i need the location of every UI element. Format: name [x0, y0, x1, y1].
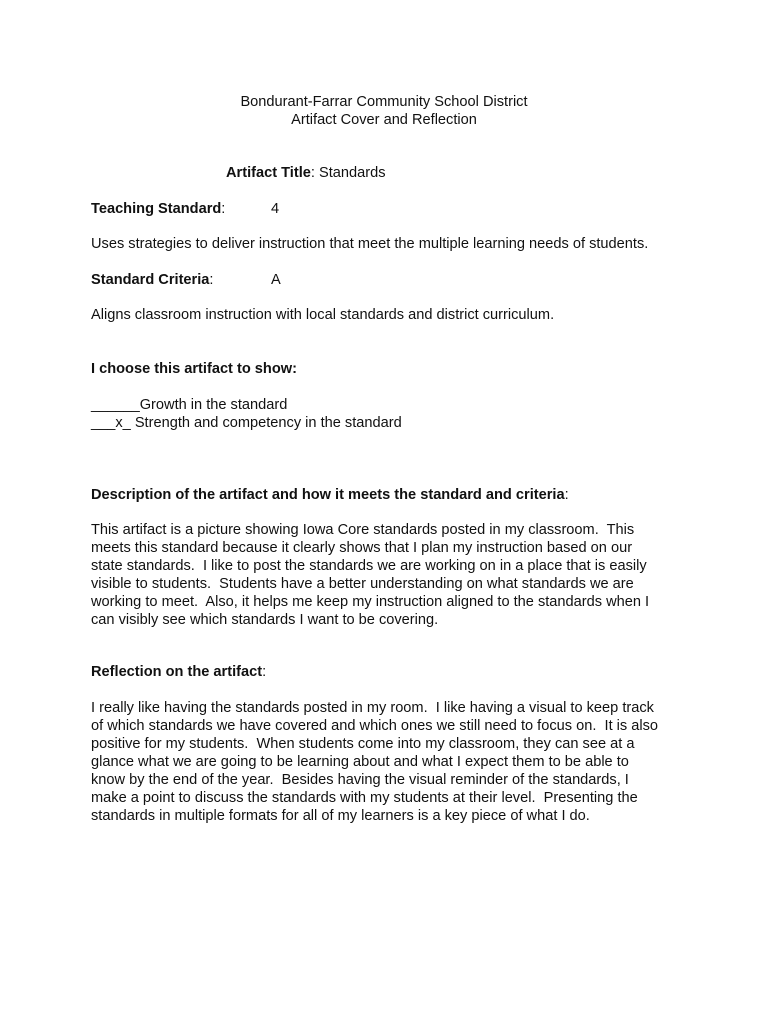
teaching-standard-description: Uses strategies to deliver instruction that meet the multiple learning needs of students. [91, 236, 649, 252]
reflection-line: make a point to discuss the standards with my students at their level. Presenting the [91, 790, 638, 806]
option-growth: ______Growth in the standard [91, 397, 288, 413]
reflection-line: know by the end of the year. Besides having the visual reminder of the standards, I [91, 772, 629, 788]
option-strength: ___x_ Strength and competency in the standard [91, 415, 402, 431]
teaching-standard-row [91, 200, 225, 218]
description-paragraph [91, 521, 691, 629]
description-line: This artifact is a picture showing Iowa Core standards posted in my classroom. This [91, 522, 635, 538]
choose-heading: I choose this artifact to show: [91, 361, 297, 377]
description-line: visible to students. Students have a better understanding on what standards we are [91, 576, 634, 592]
teaching-standard-label: Teaching Standard [91, 201, 222, 217]
description-line: can visibly see which standards I want to be covering. [91, 612, 439, 628]
standard-criteria-separator: : [209, 272, 214, 288]
standard-criteria-description: Aligns classroom instruction with local standards and district curriculum. [91, 307, 555, 323]
description-heading: Description of the artifact and how it meets the standard and criteria [91, 487, 565, 503]
reflection-heading-row [91, 663, 266, 681]
description-line: state standards. I like to post the standards we are working on in a place that is easily [91, 558, 647, 574]
reflection-line: of which standards we have covered and which ones we still need to focus on. It is also [91, 718, 659, 734]
teaching-standard-value: 4 [271, 201, 280, 217]
artifact-title-value: Standards [319, 165, 386, 181]
teaching-standard-separator: : [221, 201, 226, 217]
reflection-heading-separator: : [262, 664, 267, 680]
artifact-title-separator: : [310, 165, 319, 181]
description-heading-separator: : [564, 487, 569, 503]
reflection-line: standards in multiple formats for all of my learners is a key piece of what I do. [91, 808, 590, 824]
district-name: Bondurant-Farrar Community School District [240, 94, 528, 110]
reflection-heading: Reflection on the artifact [91, 664, 263, 680]
artifact-title-label: Artifact Title [226, 165, 311, 181]
reflection-paragraph [91, 699, 691, 825]
reflection-line: I really like having the standards posted in my room. I like having a visual to keep track [91, 700, 654, 716]
artifact-title-row [226, 164, 386, 182]
reflection-line: positive for my students. When students come into my classroom, they can see at a [91, 736, 635, 752]
description-line: meets this standard because it clearly shows that I plan my instruction based on our [91, 540, 633, 556]
document-title: Artifact Cover and Reflection [291, 112, 477, 128]
standard-criteria-label: Standard Criteria [91, 272, 210, 288]
standard-criteria-row [91, 271, 213, 289]
description-heading-row [91, 486, 569, 504]
description-line: working to meet. Also, it helps me keep my instruction aligned to the standards when I [91, 594, 650, 610]
standard-criteria-value: A [271, 272, 281, 288]
reflection-line: glance what we are going to be learning about and what I expect them to be able to [91, 754, 629, 770]
